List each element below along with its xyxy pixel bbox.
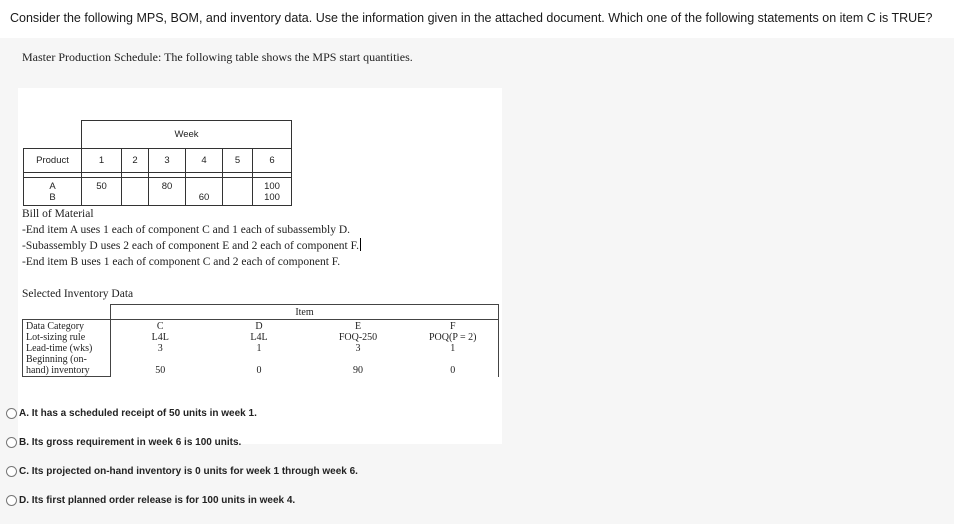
question-text: Consider the following MPS, BOM, and inventory data. Use the information given in the attached document. Which one of the following statements on item C is TRUE? xyxy=(10,11,933,25)
data-category-labels: Data Category Lot-sizing rule Lead-time (wks) Beginning (on- hand) inventory xyxy=(23,320,111,377)
radio-button[interactable] xyxy=(6,495,17,506)
mps-cell-week-5 xyxy=(223,178,253,206)
option-label[interactable]: A. It has a scheduled receipt of 50 units in week 1. xyxy=(19,408,257,419)
bill-of-material xyxy=(22,206,361,270)
text-cursor xyxy=(360,238,361,251)
bom-line: -End item B uses 1 each of component C and 2 each of component F. xyxy=(22,256,341,268)
answer-options xyxy=(6,399,358,515)
week-header: Week xyxy=(82,121,292,149)
week-2: 2 xyxy=(122,149,149,173)
item-c-column: C L4L 3 50 xyxy=(111,320,210,377)
inventory-table xyxy=(22,304,499,377)
radio-button[interactable] xyxy=(6,408,17,419)
week-3: 3 xyxy=(149,149,186,173)
inventory-title: Selected Inventory Data xyxy=(22,288,134,300)
mps-cell-week-3: 80 xyxy=(149,178,186,206)
option-d[interactable] xyxy=(6,486,358,515)
bom-title: Bill of Material xyxy=(22,208,94,220)
option-label[interactable]: B. Its gross requirement in week 6 is 100 units. xyxy=(19,437,242,448)
bom-line: -End item A uses 1 each of component C and 1 each of subassembly D. xyxy=(22,224,350,236)
radio-button[interactable] xyxy=(6,466,17,477)
week-6: 6 xyxy=(253,149,292,173)
product-header: Product xyxy=(24,149,82,173)
attached-document xyxy=(0,38,954,524)
item-f-column: F POQ(P = 2) 1 0 xyxy=(408,320,499,377)
week-4: 4 xyxy=(186,149,223,173)
item-header: Item xyxy=(111,305,499,320)
mps-cell-week-1: 50 xyxy=(82,178,122,206)
item-e-column: E FOQ-250 3 90 xyxy=(309,320,408,377)
option-label[interactable]: D. Its first planned order release is for 100 units in week 4. xyxy=(19,495,296,506)
bom-line: -Subassembly D uses 2 each of component E and 2 each of component F. xyxy=(22,240,359,252)
mps-table xyxy=(23,120,292,206)
mps-cell-week-2 xyxy=(122,178,149,206)
document-image xyxy=(18,88,502,444)
option-label[interactable]: C. Its projected on-hand inventory is 0 units for week 1 through week 6. xyxy=(19,466,358,477)
mps-cell-week-6: 100 100 xyxy=(253,178,292,206)
option-c[interactable] xyxy=(6,457,358,486)
mps-cell-week-4: 60 xyxy=(186,178,223,206)
option-a[interactable] xyxy=(6,399,358,428)
product-names: A B xyxy=(24,178,82,206)
mps-caption: Master Production Schedule: The following table shows the MPS start quantities. xyxy=(22,50,413,64)
week-5: 5 xyxy=(223,149,253,173)
item-d-column: D L4L 1 0 xyxy=(210,320,309,377)
week-1: 1 xyxy=(82,149,122,173)
option-b[interactable] xyxy=(6,428,358,457)
radio-button[interactable] xyxy=(6,437,17,448)
